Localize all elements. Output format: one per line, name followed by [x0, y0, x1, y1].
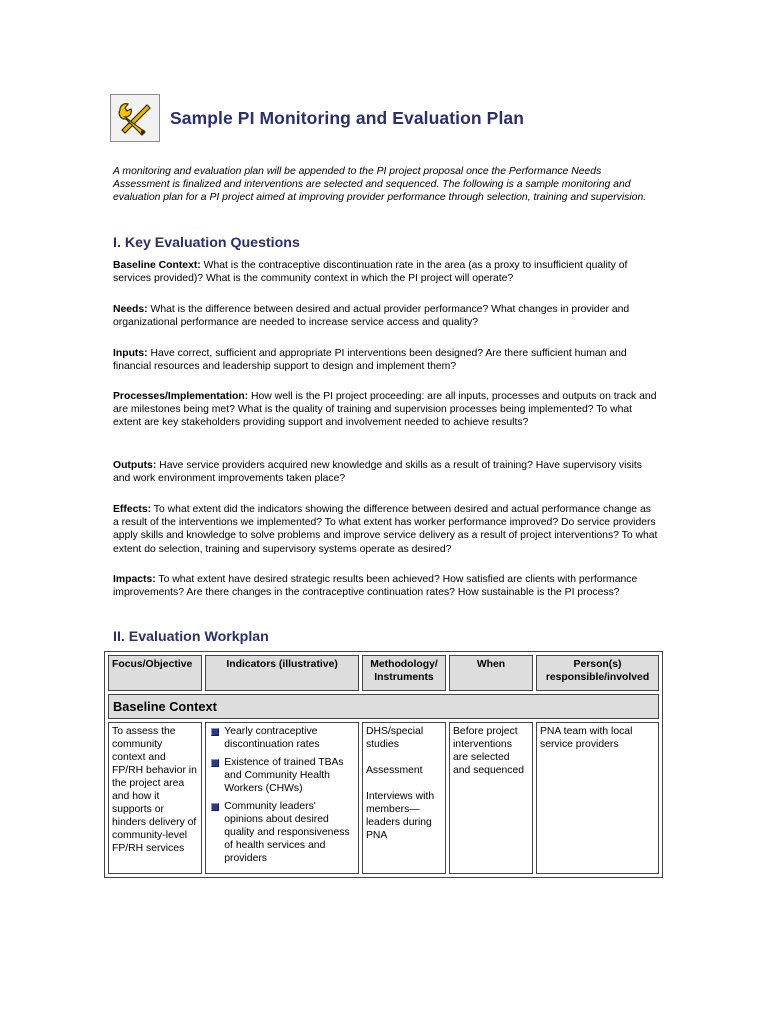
page-title: Sample PI Monitoring and Evaluation Plan: [170, 107, 525, 128]
question-text: To what extent did the indicators showing the difference between desired and actual performance change as a result of the interventions we implemented? To what extent has worker performance improved? Do service providers apply skills and knowledge to solve problems and improve service delivery as a result of project interventions? To what extent do selection, training and supervisory systems operate as desired?: [113, 504, 658, 555]
cell-indicators: [205, 722, 359, 874]
section-title-workplan: II. Evaluation Workplan: [113, 629, 269, 645]
page-header: [110, 94, 524, 142]
methodology-item: DHS/special studies: [365, 726, 424, 750]
question-needs: [113, 303, 658, 329]
intro-paragraph: A monitoring and evaluation plan will be appended to the PI project proposal once the Performance Needs Assessment is finalized and interventions are selected and sequenced. The following is a sample monitoring and evaluation plan for a PI project aimed at improving provider performance through selection, training and supervision.: [113, 166, 647, 204]
cell-focus: To assess the community context and FP/RH behavior in the project area and how it supports or hinders delivery of community-level FP/RH services: [108, 722, 202, 874]
question-label: Processes/Implementation:: [113, 391, 249, 402]
question-label: Needs:: [113, 304, 148, 315]
question-text: Have correct, sufficient and appropriate PI interventions been designed? Are there sufficient human and financial resources and leadership support to design and implement them?: [113, 348, 627, 373]
indicator-text: Yearly contraceptive discontinuation rates: [224, 726, 320, 750]
header-focus: Focus/Objective: [108, 655, 202, 691]
section-title-key-questions: I. Key Evaluation Questions: [113, 235, 300, 251]
question-baseline-context: [113, 259, 658, 285]
table-band-row: [108, 694, 659, 719]
question-label: Effects:: [113, 504, 152, 515]
indicator-list: [209, 725, 355, 865]
indicator-text: Existence of trained TBAs and Community Health Workers (CHWs): [224, 757, 344, 794]
question-text: What is the contraceptive discontinuation rate in the area (as a proxy to insufficient quality of services provided)? What is the community context in which the PI project will operate?: [113, 260, 628, 285]
table-row: [108, 722, 659, 874]
question-text: What is the difference between desired and actual provider performance? What changes in provider and organizational performance are needed to increase service access and quality?: [113, 304, 630, 329]
square-bullet-icon: [211, 803, 219, 811]
methodology-item: Interviews with members—leaders during PNA: [365, 791, 435, 841]
square-bullet-icon: [211, 728, 219, 736]
header-when: When: [449, 655, 533, 691]
question-label: Inputs:: [113, 348, 148, 359]
header-methodology: Methodology/ Instruments: [362, 655, 446, 691]
list-item: [209, 756, 355, 795]
cell-persons: PNA team with local service providers: [536, 722, 659, 874]
list-item: [209, 725, 355, 751]
square-bullet-icon: [211, 759, 219, 767]
question-effects: [113, 503, 658, 556]
header-indicators: Indicators (illustrative): [205, 655, 359, 691]
indicator-text: Community leaders' opinions about desired quality and responsiveness of health services and providers: [224, 801, 350, 864]
methodology-item: Assessment: [365, 765, 423, 776]
question-label: Outputs:: [113, 460, 157, 471]
question-text: To what extent have desired strategic results been achieved? How satisfied are clients with performance improvements? Are there changes in the contraceptive continuation rates? How sustainable is the PI process?: [113, 574, 638, 599]
question-impacts: [113, 573, 658, 599]
question-text: How well is the PI project proceeding: are all inputs, processes and outputs on track and are milestones being met? What is the quality of training and supervision processes being implemented? To what extent are key stakeholders providing support and involvement needed to achieve results?: [113, 391, 657, 429]
band-baseline-context: Baseline Context: [108, 694, 659, 719]
header-persons: Person(s) responsible/involved: [536, 655, 659, 691]
question-outputs: [113, 459, 658, 485]
list-item: [209, 800, 355, 865]
question-label: Impacts:: [113, 574, 156, 585]
question-text: Have service providers acquired new knowledge and skills as a result of training? Have supervisory visits and work environment improvements taken place?: [113, 460, 642, 485]
cell-methodology: [362, 722, 446, 874]
question-inputs: [113, 347, 658, 373]
question-processes: [113, 390, 658, 430]
cell-when: Before project interventions are selected and sequenced: [449, 722, 533, 874]
evaluation-workplan-table: [104, 651, 663, 878]
wrench-screwdriver-icon: [110, 94, 160, 142]
table-header-row: [108, 655, 659, 691]
question-label: Baseline Context:: [113, 260, 201, 271]
